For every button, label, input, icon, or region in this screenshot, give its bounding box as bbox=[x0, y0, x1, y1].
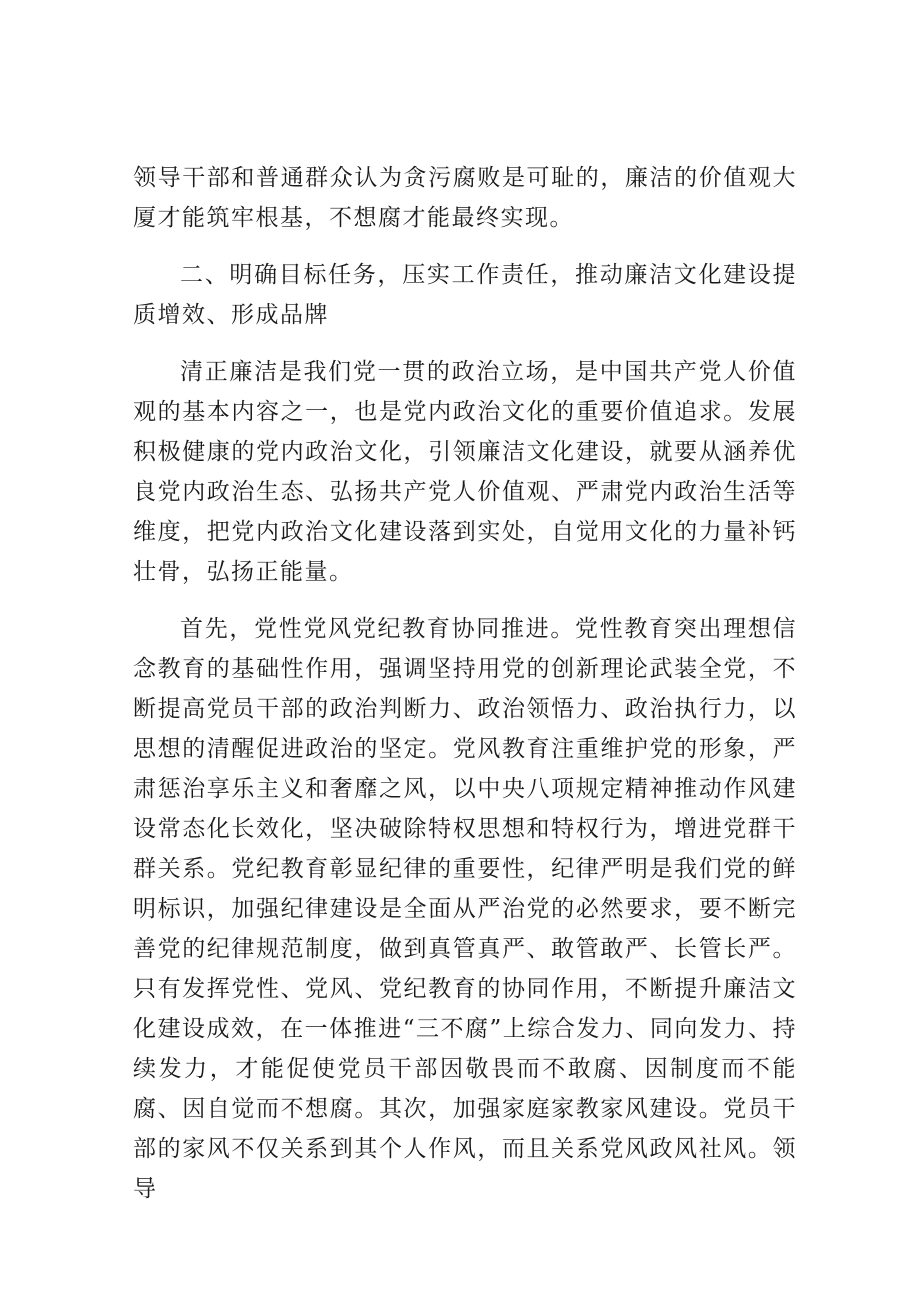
paragraph: 首先，党性党风党纪教育协同推进。党性教育突出理想信念教育的基础性作用，强调坚持用党的创新理论武装全党，不断提高党员干部的政治判断力、政治领悟力、政治执行力，以思想的清醒促进政治的坚定。党风教育注重维护党的形象，严肃惩治享乐主义和奢靡之风，以中央八项规定精神推动作风建设常态化长效化，坚决破除特权思想和特权行为，增进党群干群关系。党纪教育彰显纪律的重要性，纪律严明是我们党的鲜明标识，加强纪律建设是全面从严治党的必然要求，要不断完善党的纪律规范制度，做到真管真严、敢管敢严、长管长严。只有发挥党性、党风、党纪教育的协同作用，不断提升廉洁文化建设成效，在一体推进“三不腐”上综合发力、同向发力、持续发力，才能促使党员干部因敬畏而不敢腐、因制度而不能腐、因自觉而不想腐。其次，加强家庭家教家风建设。党员干部的家风不仅关系到其个人作风，而且关系党风政风社风。领导 bbox=[133, 616, 797, 1202]
document-body bbox=[133, 158, 797, 1226]
paragraph-continued: 领导干部和普通群众认为贪污腐败是可耻的，廉洁的价值观大厦才能筑牢根基，不想腐才能最终实现。 bbox=[133, 165, 797, 231]
paragraph: 清正廉洁是我们党一贯的政治立场，是中国共产党人价值观的基本内容之一，也是党内政治文化的重要价值追求。发展积极健康的党内政治文化，引领廉洁文化建设，就要从涵养优良党内政治生态、弘扬共产党人价值观、严肃党内政治生活等维度，把党内政治文化建设落到实处，自觉用文化的力量补钙壮骨，弘扬正能量。 bbox=[133, 359, 797, 585]
section-heading: 二、明确目标任务，压实工作责任，推动廉洁文化建设提质增效、形成品牌 bbox=[133, 262, 797, 328]
